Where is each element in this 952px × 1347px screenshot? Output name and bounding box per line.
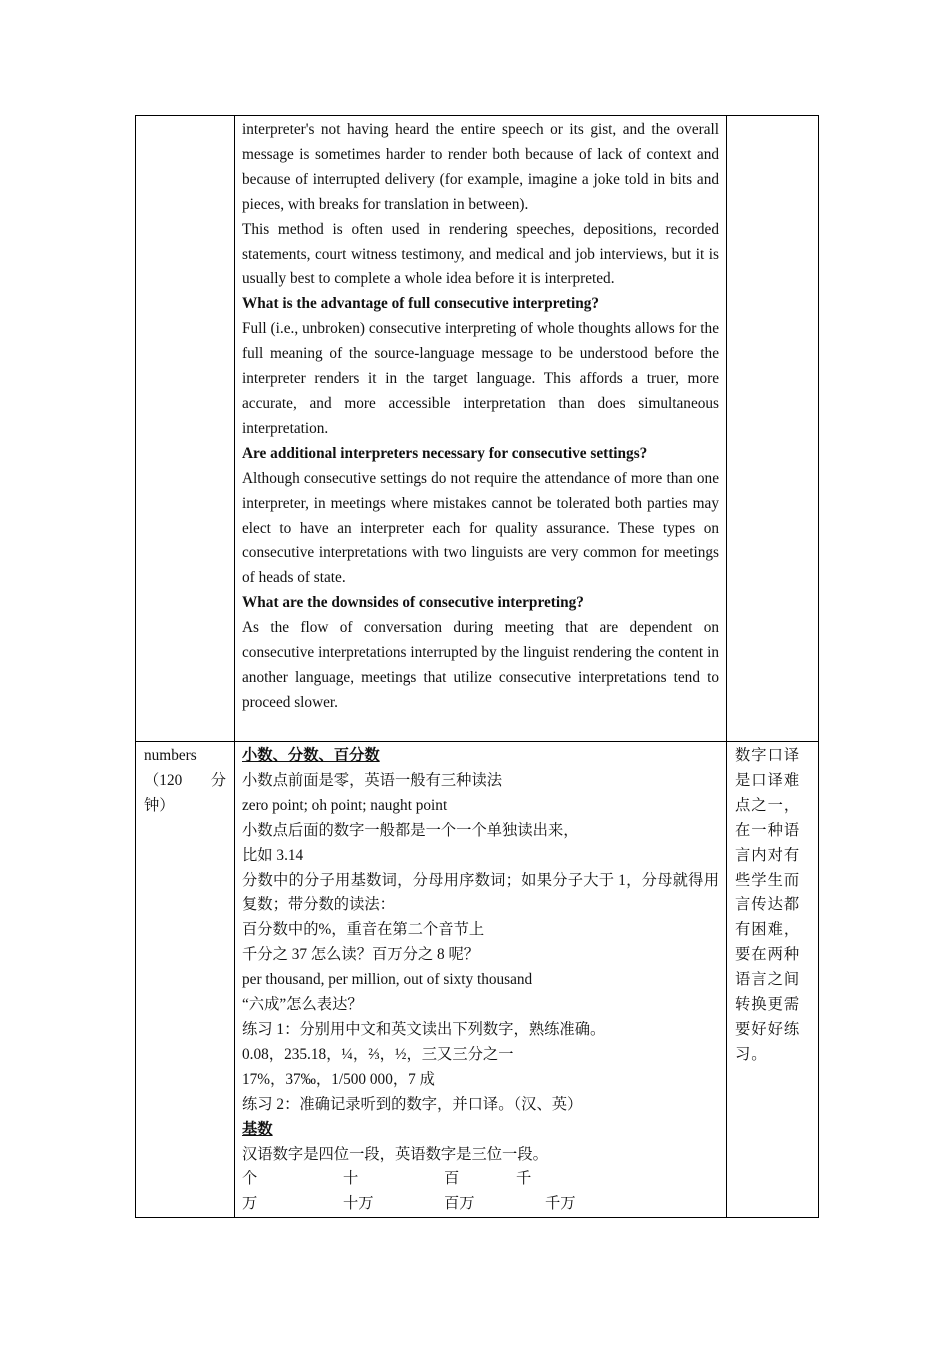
content-cell <box>235 116 727 742</box>
topic-cell-empty <box>136 116 235 742</box>
text-line: 0.08，235.18，¼，⅔，½，三又三分之一 <box>242 1045 514 1063</box>
lesson-table <box>135 115 819 1218</box>
text-line: 分数中的分子用基数词，分母用序数词；如果分子大于 1，分母就得用复数；带分数的读法： <box>242 871 719 914</box>
cardinal-intro: 汉语数字是四位一段，英语数字是三位一段。 <box>242 1145 548 1163</box>
duration: （120 分 <box>144 771 226 789</box>
paragraph: Full (i.e., unbroken) consecutive interpreting of whole thoughts allows for the full meaning of the source-language message to be understood before the interpreter renders it in the target language. This affords a truer, more accurate, and more accessible interpretation than does simultaneous interpretation. <box>242 320 719 437</box>
paragraph: interpreter's not having heard the entire speech or its gist, and the overall message is sometimes harder to render both because of lack of context and because of interrupted delivery (for example, imagine a joke told in bits and pieces, with breaks for translation in between). <box>242 121 719 213</box>
question-heading: What are the downsides of consecutive interpreting? <box>242 594 584 612</box>
paragraph: As the flow of conversation during meeting that are dependent on consecutive interpretations interrupted by the linguist rendering the content in another language, meetings that utilize consecutive interpretations tend to proceed slower. <box>242 619 719 711</box>
text-line: 17%，37‰，1/500 000，7 成 <box>242 1070 435 1088</box>
text-line: 练习 1：分别用中文和英文读出下列数字，熟练准确。 <box>242 1020 606 1038</box>
question-heading: What is the advantage of full consecutive interpreting? <box>242 295 600 313</box>
numbers-lines <box>242 769 719 1118</box>
section-heading: 基数 <box>242 1120 273 1138</box>
text-line: 百分数中的%，重音在第二个音节上 <box>242 921 485 939</box>
table-row <box>136 116 819 742</box>
section-heading: 小数、分数、百分数 <box>242 747 380 764</box>
note-cell <box>727 742 819 1218</box>
note-cell-empty <box>727 116 819 742</box>
unit-row: 个 十 百 千 <box>242 1170 532 1188</box>
text-line: 比如 3.14 <box>242 846 304 864</box>
paragraph: This method is often used in rendering speeches, depositions, recorded statements, court witness testimony, and medical and job interviews, but it is usually best to complete a whole idea before it is interpreted. <box>242 220 719 288</box>
text-line: per thousand, per million, out of sixty thousand <box>242 971 533 989</box>
teaching-note: 数字口译是口译难点之一，在一种语言内对有些学生而言传达都有困难，要在两种语言之间转换更需要好好练习。 <box>735 747 801 1063</box>
table-row <box>136 742 819 1218</box>
content-cell <box>235 742 727 1218</box>
text-line: 小数点前面是零，英语一般有三种读法 <box>242 771 503 789</box>
topic-name: numbers <box>144 747 197 764</box>
unit-row: 万 十万 百万 千万 <box>242 1195 576 1213</box>
text-line: 练习 2：准确记录听到的数字，并口译。（汉、英） <box>242 1095 583 1113</box>
text-line: “六成”怎么表达？ <box>242 996 363 1014</box>
text-line: 千分之 37 怎么读？百万分之 8 呢？ <box>242 946 480 964</box>
topic-cell: numbers （120 分 钟） <box>136 742 235 1218</box>
paragraph: Although consecutive settings do not require the attendance of more than one interpreter, in meetings where mistakes cannot be tolerated both parties may elect to have an interpreter each for quality assurance. These types on consecutive interpretations with two linguists are very common for meetings of heads of state. <box>242 469 719 587</box>
text-line: 小数点后面的数字一般都是一个一个单独读出来， <box>242 821 579 839</box>
text-line: zero point; oh point; naught point <box>242 796 448 814</box>
interpreting-text <box>235 116 726 726</box>
question-heading: Are additional interpreters necessary for consecutive settings? <box>242 444 648 462</box>
